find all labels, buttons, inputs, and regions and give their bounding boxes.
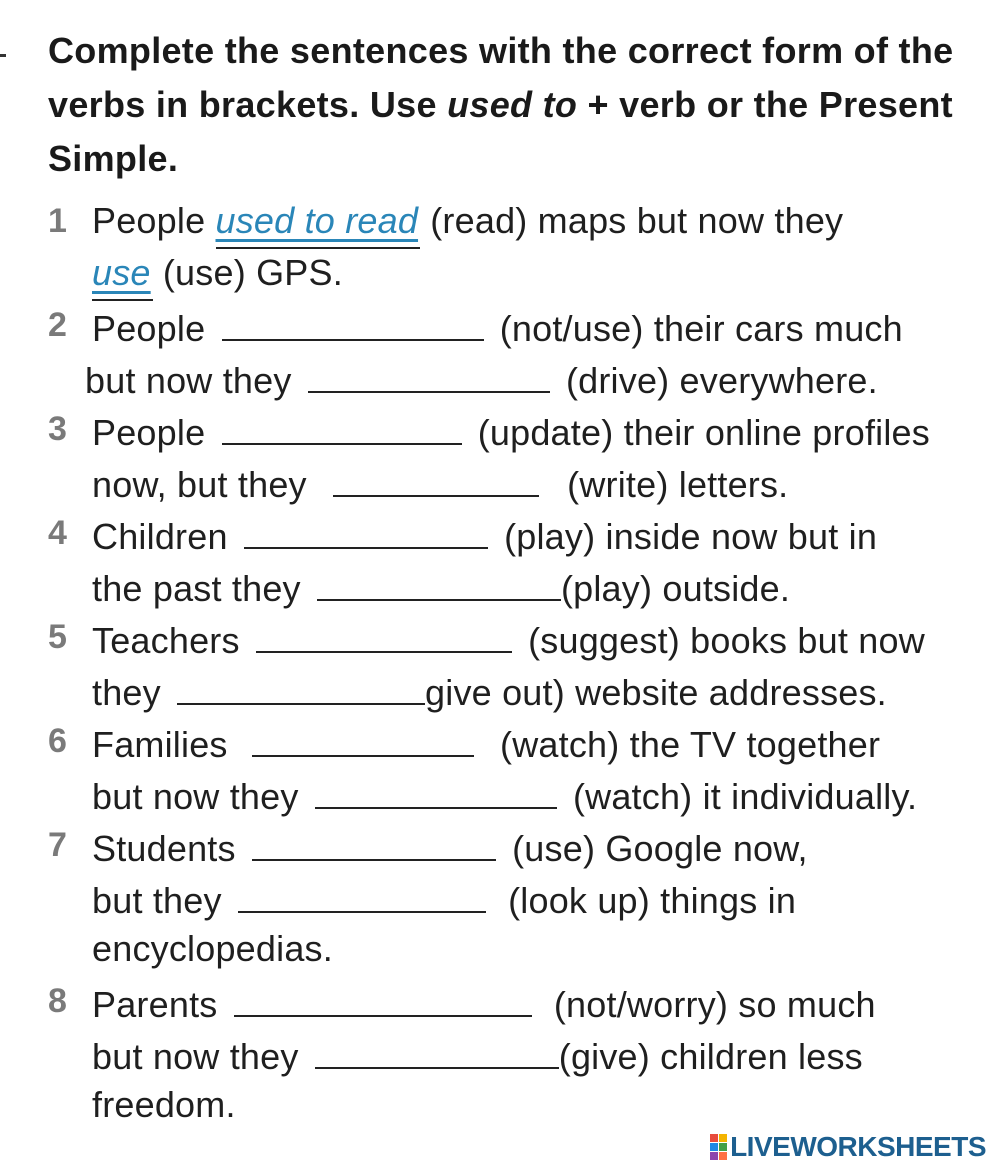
answer-blank[interactable] [222,299,484,341]
item-number: 2 [48,306,67,344]
item-text: but they [92,880,232,921]
item-text: the past they [92,568,311,609]
answer-text: use [92,252,151,293]
answer-blank[interactable] [333,455,539,497]
item-number: 4 [48,514,67,552]
item-text: Families [92,724,238,765]
answer-blank[interactable] [252,715,474,757]
brand-square-1 [710,1134,718,1142]
item-number: 6 [48,722,67,760]
exercise-item-6 [0,715,996,819]
item-text: Students [92,828,246,869]
answer-blank[interactable] [177,663,425,705]
bullet-mark [0,54,6,57]
exercise-item-5 [0,611,996,715]
item-text: (use) Google now, [501,828,808,869]
item-number: 5 [48,618,67,656]
brand-square-4 [719,1143,727,1151]
item-text: they [92,672,172,713]
brand-square-2 [719,1134,727,1142]
item-text: People [92,412,216,453]
item-text: (play) outside. [560,568,791,609]
exercise-item-8 [0,975,996,1131]
item-text: (watch) the TV together [489,724,881,765]
item-text: freedom. [92,1084,236,1125]
item-number: 7 [48,826,67,864]
item-text: Children [92,516,238,557]
item-text: encyclopedias. [92,928,333,969]
item-text: Parents [92,984,228,1025]
item-text: (not/worry) so much [543,984,876,1025]
exercise-item-4 [0,507,996,611]
item-text: (suggest) books but now [517,620,925,661]
item-text: (look up) things in [497,880,797,921]
brand-square-6 [719,1152,727,1160]
item-text: but now they [92,1036,309,1077]
item-text: (give) children less [558,1036,863,1077]
answer-blank[interactable] [252,819,496,861]
item-text: (play) inside now but in [493,516,878,557]
brand-name: LIVEWORKSHEETS [730,1131,986,1162]
brand-square-3 [710,1143,718,1151]
answer-blank[interactable] [308,351,550,393]
answer-blank[interactable] [238,871,486,913]
brand-icon [710,1134,727,1160]
item-text: but now they [85,360,302,401]
item-text: People [92,308,216,349]
item-number: 8 [48,982,67,1020]
item-text: (drive) everywhere. [555,360,878,401]
exercise-item-3 [0,403,996,507]
item-text: now, but they [92,464,317,505]
answer-blank[interactable] [244,507,488,549]
item-text: but now they [92,776,309,817]
item-text: (read) maps but now they [420,200,844,241]
item-number: 1 [48,202,67,240]
exercise-item-1 [0,195,996,299]
item-text: (watch) it individually. [562,776,918,817]
answer-blank[interactable] [317,559,561,601]
answer-blank[interactable] [222,403,462,445]
item-text: (write) letters. [556,464,789,505]
instruction-text: Complete the sentences with the correct form of the verbs in brackets. Use used to + verb or the Present Simple. [48,30,954,179]
item-text: (update) their online profiles [467,412,930,453]
answer-blank[interactable] [216,195,421,249]
item-text: (not/use) their cars much [489,308,903,349]
answer-blank[interactable] [315,767,557,809]
answer-blank[interactable] [256,611,512,653]
item-text: People [92,200,216,241]
answer-blank[interactable] [92,247,153,301]
item-number: 3 [48,410,67,448]
exercise-item-2 [0,299,996,403]
item-text: Teachers [92,620,250,661]
brand-square-5 [710,1152,718,1160]
exercise-list [0,195,996,1131]
item-text: give out) website addresses. [425,672,887,713]
answer-text: used to read [215,200,419,241]
answer-blank[interactable] [315,1027,559,1069]
item-text: (use) GPS. [152,252,343,293]
exercise-item-7 [0,819,996,975]
liveworksheets-logo [710,1132,986,1162]
answer-blank[interactable] [234,975,532,1017]
